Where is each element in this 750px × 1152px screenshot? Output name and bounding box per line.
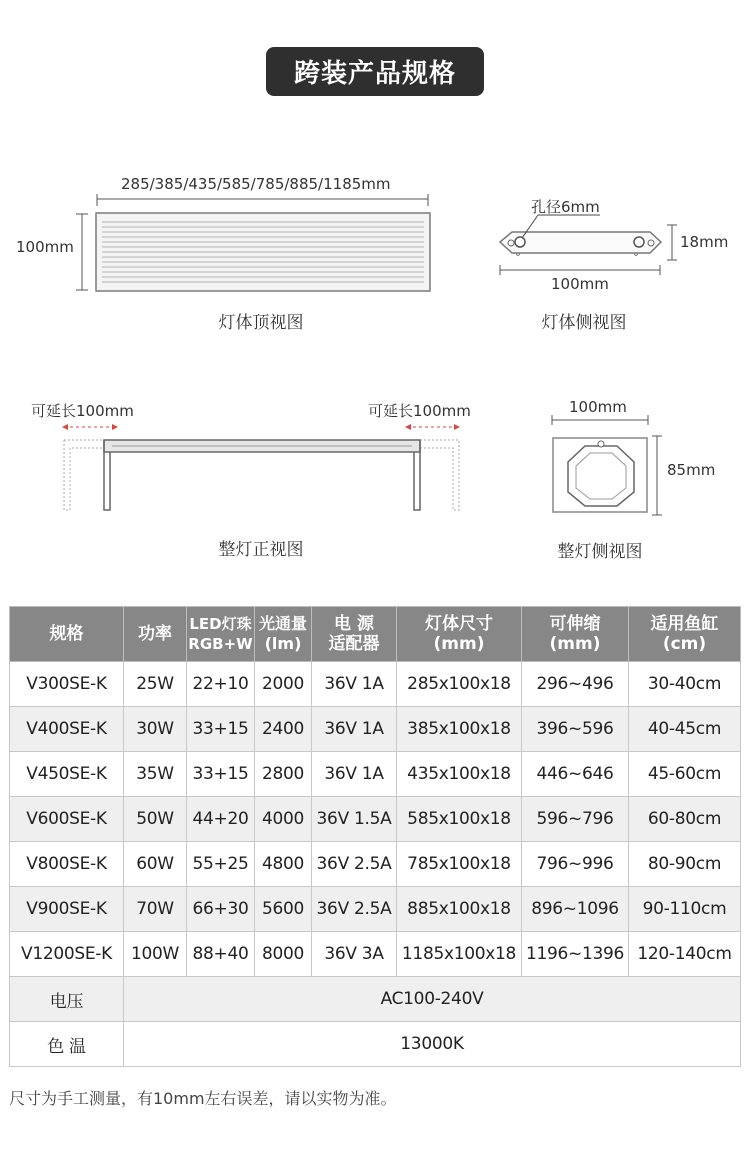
cell-lumen: 5600 <box>255 887 312 932</box>
cell-model: V800SE-K <box>10 842 124 887</box>
cell-size: 785x100x18 <box>397 842 522 887</box>
width-dimension-label: 100mm <box>16 238 74 256</box>
cell-adapter: 36V 1A <box>312 707 397 752</box>
measurement-note: 尺寸为手工测量，有10mm左右误差，请以实物为准。 <box>9 1089 397 1108</box>
front-view-diagram <box>64 427 459 510</box>
voltage-row <box>10 977 741 1022</box>
cell-extend: 796~996 <box>522 842 629 887</box>
cell-extend: 896~1096 <box>522 887 629 932</box>
cell-led: 44+20 <box>187 797 255 842</box>
table-row <box>10 797 741 842</box>
page-title: 跨装产品规格 <box>266 47 484 96</box>
cell-model: V900SE-K <box>10 887 124 932</box>
header-model: 规格 <box>10 607 124 662</box>
cell-led: 22+10 <box>187 662 255 707</box>
cell-lumen: 4000 <box>255 797 312 842</box>
top-view-diagram <box>76 194 430 291</box>
cell-extend: 446~646 <box>522 752 629 797</box>
extended-leg-right <box>420 440 459 510</box>
voltage-value: AC100-240V <box>124 977 741 1022</box>
cell-led: 66+30 <box>187 887 255 932</box>
cell-adapter: 36V 3A <box>312 932 397 977</box>
table-row <box>10 752 741 797</box>
cell-led: 88+40 <box>187 932 255 977</box>
extend-left-label: 可延长100mm <box>31 402 134 420</box>
extended-leg-left <box>64 440 105 510</box>
hole-diameter-label: 孔径6mm <box>531 198 600 216</box>
cell-power: 25W <box>124 662 187 707</box>
end-view-diagram <box>552 415 662 515</box>
cell-power: 35W <box>124 752 187 797</box>
cell-adapter: 36V 2.5A <box>312 887 397 932</box>
table-row <box>10 707 741 752</box>
cell-power: 50W <box>124 797 187 842</box>
cell-tank: 60-80cm <box>629 797 741 842</box>
cell-lumen: 8000 <box>255 932 312 977</box>
header-power: 功率 <box>124 607 187 662</box>
cell-led: 55+25 <box>187 842 255 887</box>
cell-power: 60W <box>124 842 187 887</box>
table-row <box>10 842 741 887</box>
color-temp-label: 色 温 <box>10 1022 124 1067</box>
cell-size: 1185x100x18 <box>397 932 522 977</box>
cell-led: 33+15 <box>187 752 255 797</box>
color-temp-row <box>10 1022 741 1067</box>
cell-tank: 45-60cm <box>629 752 741 797</box>
cell-model: V1200SE-K <box>10 932 124 977</box>
cell-lumen: 2800 <box>255 752 312 797</box>
cell-tank: 120-140cm <box>629 932 741 977</box>
mount-hole-left <box>515 237 525 247</box>
cell-tank: 30-40cm <box>629 662 741 707</box>
cell-size: 435x100x18 <box>397 752 522 797</box>
cell-adapter: 36V 2.5A <box>312 842 397 887</box>
cell-adapter: 36V 1.5A <box>312 797 397 842</box>
cell-model: V450SE-K <box>10 752 124 797</box>
header-led: LED灯珠 RGB+W <box>187 607 255 662</box>
mount-hole-right <box>634 237 644 247</box>
top-view-caption: 灯体顶视图 <box>218 313 304 333</box>
side-width-label: 100mm <box>551 275 609 293</box>
side-height-label: 18mm <box>680 233 729 251</box>
table-row <box>10 662 741 707</box>
front-view-caption: 整灯正视图 <box>218 540 304 560</box>
cell-model: V400SE-K <box>10 707 124 752</box>
header-adapter: 电 源 适配器 <box>312 607 397 662</box>
table-header-row <box>10 607 741 662</box>
cell-extend: 396~596 <box>522 707 629 752</box>
cell-size: 885x100x18 <box>397 887 522 932</box>
voltage-label: 电压 <box>10 977 124 1022</box>
table-row <box>10 887 741 932</box>
cell-model: V300SE-K <box>10 662 124 707</box>
cell-extend: 296~496 <box>522 662 629 707</box>
cell-power: 100W <box>124 932 187 977</box>
cell-model: V600SE-K <box>10 797 124 842</box>
spec-table <box>9 606 741 1067</box>
cell-lumen: 2000 <box>255 662 312 707</box>
cell-adapter: 36V 1A <box>312 662 397 707</box>
cell-extend: 1196~1396 <box>522 932 629 977</box>
end-view-caption: 整灯侧视图 <box>557 542 643 562</box>
end-height-label: 85mm <box>667 461 716 479</box>
cell-tank: 90-110cm <box>629 887 741 932</box>
cell-size: 385x100x18 <box>397 707 522 752</box>
cell-power: 70W <box>124 887 187 932</box>
side-view-caption: 灯体侧视图 <box>541 313 627 333</box>
cell-power: 30W <box>124 707 187 752</box>
cell-tank: 40-45cm <box>629 707 741 752</box>
extend-right-label: 可延长100mm <box>368 402 471 420</box>
cell-extend: 596~796 <box>522 797 629 842</box>
cell-size: 585x100x18 <box>397 797 522 842</box>
table-row <box>10 932 741 977</box>
cell-lumen: 2400 <box>255 707 312 752</box>
header-extend: 可伸缩 (mm) <box>522 607 629 662</box>
cell-adapter: 36V 1A <box>312 752 397 797</box>
header-size: 灯体尺寸 (mm) <box>397 607 522 662</box>
cell-tank: 80-90cm <box>629 842 741 887</box>
header-tank: 适用鱼缸 (cm) <box>629 607 741 662</box>
color-temp-value: 13000K <box>124 1022 741 1067</box>
side-view-diagram <box>500 215 677 275</box>
cell-size: 285x100x18 <box>397 662 522 707</box>
cell-led: 33+15 <box>187 707 255 752</box>
header-lumen: 光通量 (lm) <box>255 607 312 662</box>
end-width-label: 100mm <box>569 398 627 416</box>
length-dimension-label: 285/385/435/585/785/885/1185mm <box>121 175 391 193</box>
cell-lumen: 4800 <box>255 842 312 887</box>
